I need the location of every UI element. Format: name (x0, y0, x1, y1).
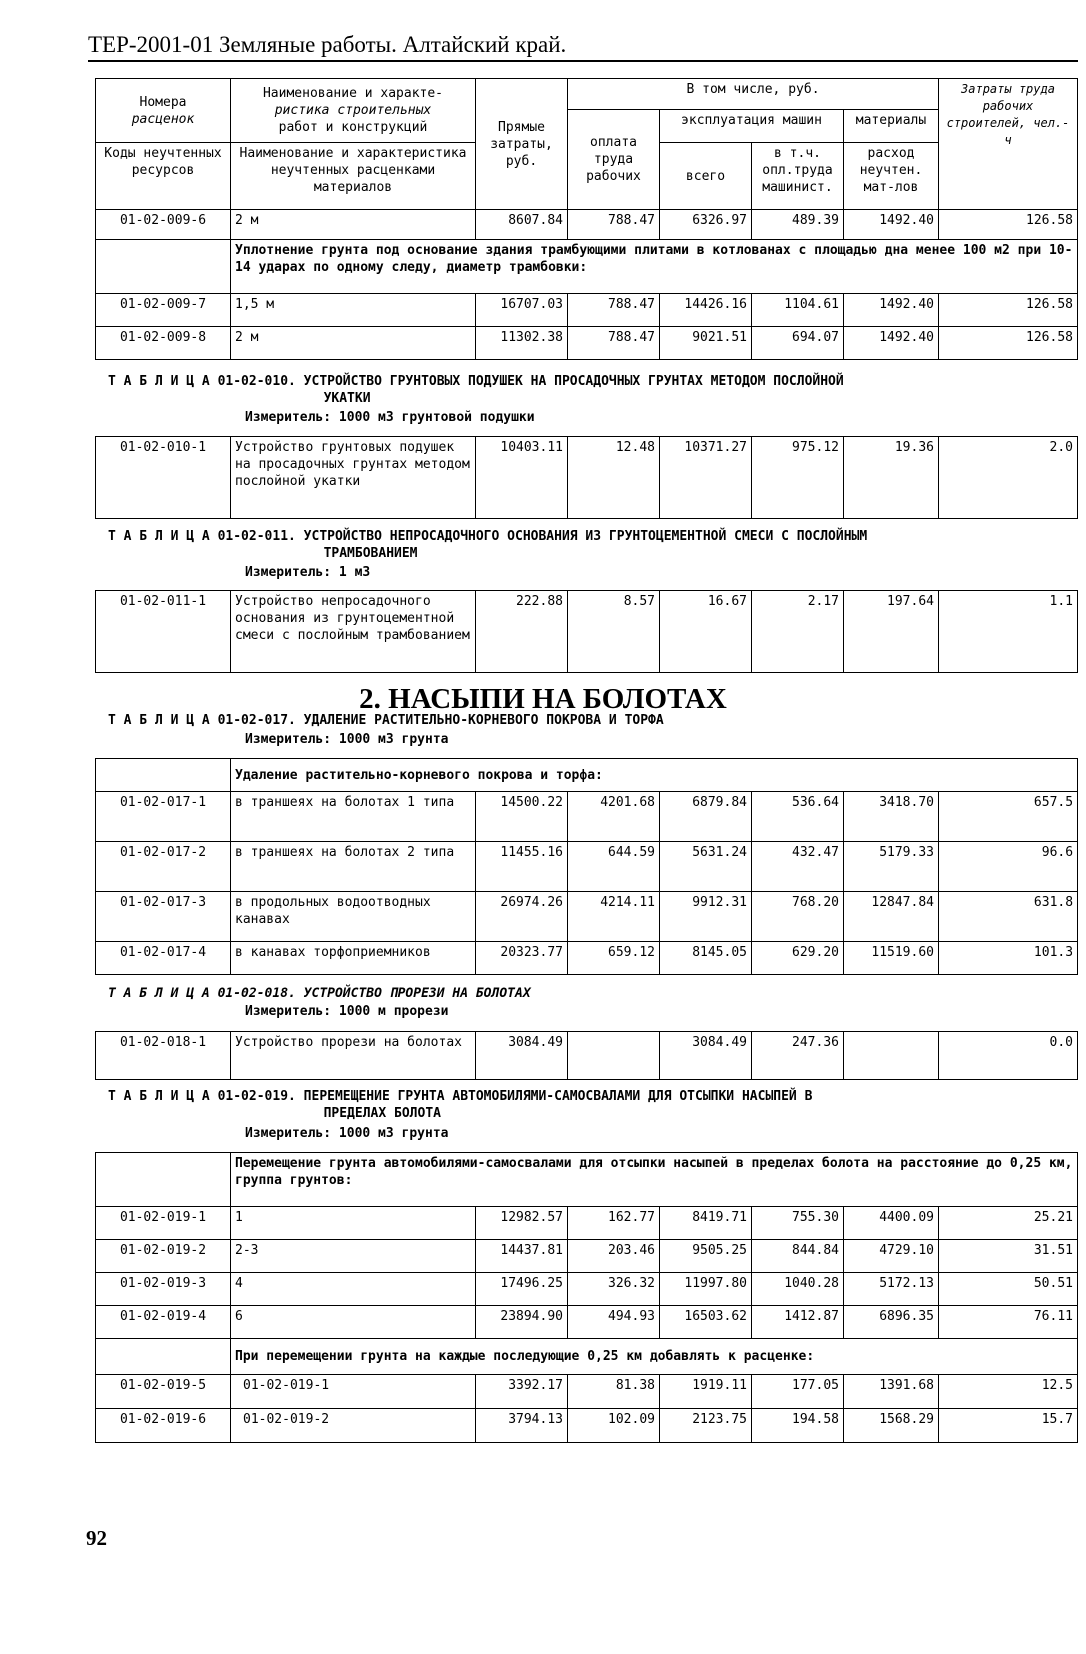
rates-table-010 (95, 436, 1078, 519)
table-row (96, 1409, 1078, 1443)
row-code: 01-02-019-3 (96, 1273, 231, 1306)
row-pay: 102.09 (568, 1409, 660, 1443)
row-pay: 494.93 (568, 1306, 660, 1339)
row-name: 2 м (231, 327, 476, 360)
row-name: 01-02-019-1 (231, 1375, 476, 1409)
header-naim: Наименование и характе- (262, 86, 443, 101)
row-code: 01-02-009-7 (96, 294, 231, 327)
row-mpay: 768.20 (752, 892, 844, 942)
row-direct: 23894.90 (476, 1306, 568, 1339)
row-labor: 631.8 (939, 892, 1078, 942)
row-direct: 16707.03 (476, 294, 568, 327)
table-label: Т А Б Л И Ц А (108, 529, 210, 544)
row-labor: 96.6 (939, 842, 1078, 892)
row-direct: 26974.26 (476, 892, 568, 942)
row-mat: 3418.70 (844, 792, 939, 842)
row-pay: 81.38 (568, 1375, 660, 1409)
row-pay: 162.77 (568, 1207, 660, 1240)
table-title-cont: ТРАМБОВАНИЕМ (323, 546, 418, 561)
row-mat: 4400.09 (844, 1207, 939, 1240)
row-pay (568, 1032, 660, 1080)
row-pay: 4201.68 (568, 792, 660, 842)
table-title: 01-02-010. УСТРОЙСТВО ГРУНТОВЫХ ПОДУШЕК НА ПРОСАДОЧНЫХ ГРУНТАХ МЕТОДОМ ПОСЛОЙНОЙ (217, 374, 844, 389)
row-mach: 11997.80 (660, 1273, 752, 1306)
table-row (96, 1375, 1078, 1409)
row-mat: 1492.40 (844, 210, 939, 240)
row-code: 01-02-019-1 (96, 1207, 231, 1240)
row-pay: 326.32 (568, 1273, 660, 1306)
row-labor: 31.51 (939, 1240, 1078, 1273)
row-mpay: 844.84 (752, 1240, 844, 1273)
table-title-017 (108, 712, 664, 729)
row-labor: 657.5 (939, 792, 1078, 842)
table-title-018 (108, 985, 531, 1002)
row-name: 2-3 (231, 1240, 476, 1273)
row-direct: 14437.81 (476, 1240, 568, 1273)
table-row (96, 1273, 1078, 1306)
row-pay: 644.59 (568, 842, 660, 892)
table-row (96, 1306, 1078, 1339)
table-row (96, 327, 1078, 360)
row-mat: 1492.40 (844, 294, 939, 327)
row-mpay: 975.12 (752, 437, 844, 519)
row-code: 01-02-009-8 (96, 327, 231, 360)
row-mach: 16.67 (660, 591, 752, 673)
row-code: 01-02-019-6 (96, 1409, 231, 1443)
row-name: 2 м (231, 210, 476, 240)
row-code: 01-02-017-3 (96, 892, 231, 942)
group-description: Удаление растительно-корневого покрова и торфа: (231, 759, 1078, 792)
table-title-cont: ПРЕДЕЛАХ БОЛОТА (323, 1106, 441, 1121)
row-mat: 6896.35 (844, 1306, 939, 1339)
measure-unit: Измеритель: 1000 м3 грунтовой подушки (245, 410, 535, 425)
table-label: Т А Б Л И Ц А (108, 1089, 210, 1104)
row-mach: 6879.84 (660, 792, 752, 842)
row-labor: 126.58 (939, 327, 1078, 360)
table-row (96, 294, 1078, 327)
row-direct: 11302.38 (476, 327, 568, 360)
row-name: в траншеях на болотах 2 типа (231, 842, 476, 892)
row-labor: 2.0 (939, 437, 1078, 519)
header-rascenok: расценок (131, 111, 195, 127)
row-mach: 10371.27 (660, 437, 752, 519)
table-title: 01-02-011. УСТРОЙСТВО НЕПРОСАДОЧНОГО ОСНОВАНИЯ ИЗ ГРУНТОЦЕМЕНТНОЙ СМЕСИ С ПОСЛОЙНЫМ (217, 529, 868, 544)
row-code: 01-02-018-1 (96, 1032, 231, 1080)
row-labor: 12.5 (939, 1375, 1078, 1409)
table-row (96, 842, 1078, 892)
measure-unit: Измеритель: 1000 м3 грунта (245, 732, 449, 747)
group-description: При перемещении грунта на каждые последующие 0,25 км добавлять к расценке: (231, 1339, 1078, 1375)
header-mach-total: всего (660, 143, 752, 210)
page-header: ТЕР-2001-01 Земляные работы. Алтайский край. (88, 32, 1078, 62)
row-direct: 17496.25 (476, 1273, 568, 1306)
row-code: 01-02-019-4 (96, 1306, 231, 1339)
header-mach-pay: в т.ч. опл.труда машинист. (752, 143, 844, 210)
table-row (96, 942, 1078, 975)
row-name: 4 (231, 1273, 476, 1306)
row-direct: 3084.49 (476, 1032, 568, 1080)
row-pay: 4214.11 (568, 892, 660, 942)
row-mach: 1919.11 (660, 1375, 752, 1409)
group-description: Перемещение грунта автомобилями-самосвалами для отсыпки насыпей в пределах болота на расстояние до 0,25 км, группа грунтов: (231, 1153, 1078, 1207)
header-pay: оплата труда рабочих (568, 110, 660, 210)
row-mpay: 489.39 (752, 210, 844, 240)
table-title-011 (108, 528, 867, 562)
row-mach: 8419.71 (660, 1207, 752, 1240)
rates-table-019 (95, 1152, 1078, 1443)
row-mpay: 177.05 (752, 1375, 844, 1409)
table-row (96, 1032, 1078, 1080)
table-label: Т А Б Л И Ц А (108, 986, 210, 1001)
row-mach: 8145.05 (660, 942, 752, 975)
row-mpay: 694.07 (752, 327, 844, 360)
header-codes: Коды неучтенных ресурсов (96, 143, 231, 210)
table-title-010 (108, 373, 844, 407)
row-labor: 101.3 (939, 942, 1078, 975)
row-mat: 1391.68 (844, 1375, 939, 1409)
row-name: 01-02-019-2 (231, 1409, 476, 1443)
row-pay: 203.46 (568, 1240, 660, 1273)
header-nomera: Номера (139, 94, 187, 110)
row-name: Устройство прорези на болотах (231, 1032, 476, 1080)
row-labor: 50.51 (939, 1273, 1078, 1306)
row-mpay: 1040.28 (752, 1273, 844, 1306)
header-naim-it: ристика строительных (274, 103, 432, 118)
row-pay: 659.12 (568, 942, 660, 975)
table-row (96, 210, 1078, 240)
row-labor: 25.21 (939, 1207, 1078, 1240)
table-row (96, 892, 1078, 942)
measure-unit: Измеритель: 1000 м3 грунта (245, 1126, 449, 1141)
row-code: 01-02-017-2 (96, 842, 231, 892)
row-mat (844, 1032, 939, 1080)
header-materials: материалы (844, 110, 939, 143)
row-labor: 76.11 (939, 1306, 1078, 1339)
row-mpay: 194.58 (752, 1409, 844, 1443)
table-row (96, 591, 1078, 673)
row-mpay: 2.17 (752, 591, 844, 673)
table-title-cont: УКАТКИ (323, 391, 371, 406)
row-name: 1,5 м (231, 294, 476, 327)
row-mat: 197.64 (844, 591, 939, 673)
row-mat: 11519.60 (844, 942, 939, 975)
row-name: в канавах торфоприемников (231, 942, 476, 975)
row-direct: 8607.84 (476, 210, 568, 240)
row-labor: 0.0 (939, 1032, 1078, 1080)
section-title: 2. НАСЫПИ НА БОЛОТАХ (359, 683, 727, 715)
row-name: в траншеях на болотах 1 типа (231, 792, 476, 842)
row-direct: 3794.13 (476, 1409, 568, 1443)
row-mpay: 755.30 (752, 1207, 844, 1240)
row-code: 01-02-011-1 (96, 591, 231, 673)
row-mpay: 247.36 (752, 1032, 844, 1080)
row-pay: 788.47 (568, 210, 660, 240)
row-direct: 20323.77 (476, 942, 568, 975)
header-naim2: Наименование и характеристика неучтенных расценками материалов (231, 143, 476, 210)
header-labor: Затраты труда рабочих строителей, чел.-ч (939, 79, 1078, 210)
row-direct: 222.88 (476, 591, 568, 673)
row-name: Устройство грунтовых подушек на просадочных грунтах методом послойной укатки (231, 437, 476, 519)
row-direct: 3392.17 (476, 1375, 568, 1409)
row-mach: 5631.24 (660, 842, 752, 892)
row-mach: 3084.49 (660, 1032, 752, 1080)
rates-table-top (95, 78, 1078, 360)
row-mpay: 1104.61 (752, 294, 844, 327)
row-code: 01-02-019-5 (96, 1375, 231, 1409)
row-mach: 9021.51 (660, 327, 752, 360)
row-code: 01-02-019-2 (96, 1240, 231, 1273)
row-name: 1 (231, 1207, 476, 1240)
row-pay: 788.47 (568, 327, 660, 360)
table-title-019 (108, 1088, 812, 1122)
header-naim3: работ и конструкций (278, 120, 428, 135)
group-description: Уплотнение грунта под основание здания трамбующими плитами в котлованах с площадью дна менее 100 м2 при 10-14 ударах по одному следу, диаметр трамбовки: (231, 240, 1078, 294)
row-direct: 14500.22 (476, 792, 568, 842)
table-row (96, 792, 1078, 842)
row-mach: 6326.97 (660, 210, 752, 240)
rates-table-017 (95, 758, 1078, 975)
table-title: 01-02-017. УДАЛЕНИЕ РАСТИТЕЛЬНО-КОРНЕВОГО ПОКРОВА И ТОРФА (217, 713, 664, 728)
table-title: 01-02-018. УСТРОЙСТВО ПРОРЕЗИ НА БОЛОТАХ (217, 986, 531, 1001)
row-labor: 126.58 (939, 294, 1078, 327)
table-row (96, 437, 1078, 519)
table-title: 01-02-019. ПЕРЕМЕЩЕНИЕ ГРУНТА АВТОМОБИЛЯМИ-САМОСВАЛАМИ ДЛЯ ОТСЫПКИ НАСЫПЕЙ В (217, 1089, 813, 1104)
row-labor: 15.7 (939, 1409, 1078, 1443)
row-name: Устройство непросадочного основания из грунтоцементной смеси с послойным трамбованием (231, 591, 476, 673)
row-name: в продольных водоотводных канавах (231, 892, 476, 942)
row-mat: 12847.84 (844, 892, 939, 942)
row-code: 01-02-017-1 (96, 792, 231, 842)
header-mat-consumption: расход неучтен. мат-лов (844, 143, 939, 210)
row-mat: 5172.13 (844, 1273, 939, 1306)
rates-table-018 (95, 1031, 1078, 1080)
row-pay: 12.48 (568, 437, 660, 519)
row-name: 6 (231, 1306, 476, 1339)
row-pay: 8.57 (568, 591, 660, 673)
measure-unit: Измеритель: 1 м3 (245, 565, 371, 580)
row-mpay: 629.20 (752, 942, 844, 975)
rates-table-011 (95, 590, 1078, 673)
row-mpay: 432.47 (752, 842, 844, 892)
row-code: 01-02-009-6 (96, 210, 231, 240)
row-direct: 12982.57 (476, 1207, 568, 1240)
row-mat: 1568.29 (844, 1409, 939, 1443)
row-mach: 9505.25 (660, 1240, 752, 1273)
measure-unit: Измеритель: 1000 м прорези (245, 1004, 449, 1019)
page-number: 92 (86, 1526, 107, 1550)
row-mat: 5179.33 (844, 842, 939, 892)
row-direct: 11455.16 (476, 842, 568, 892)
row-labor: 126.58 (939, 210, 1078, 240)
header-including: В том числе, руб. (568, 79, 939, 110)
table-row (96, 1240, 1078, 1273)
row-pay: 788.47 (568, 294, 660, 327)
row-mat: 4729.10 (844, 1240, 939, 1273)
row-mach: 16503.62 (660, 1306, 752, 1339)
row-code: 01-02-017-4 (96, 942, 231, 975)
row-code: 01-02-010-1 (96, 437, 231, 519)
row-mat: 19.36 (844, 437, 939, 519)
table-label: Т А Б Л И Ц А (108, 374, 210, 389)
header-machines: эксплуатация машин (660, 110, 844, 143)
row-mpay: 536.64 (752, 792, 844, 842)
row-mach: 2123.75 (660, 1409, 752, 1443)
row-mach: 9912.31 (660, 892, 752, 942)
header-direct-cost: Прямые затраты, руб. (476, 79, 568, 210)
table-row (96, 1207, 1078, 1240)
table-label: Т А Б Л И Ц А (108, 713, 210, 728)
row-labor: 1.1 (939, 591, 1078, 673)
row-mach: 14426.16 (660, 294, 752, 327)
row-mpay: 1412.87 (752, 1306, 844, 1339)
row-mat: 1492.40 (844, 327, 939, 360)
row-direct: 10403.11 (476, 437, 568, 519)
